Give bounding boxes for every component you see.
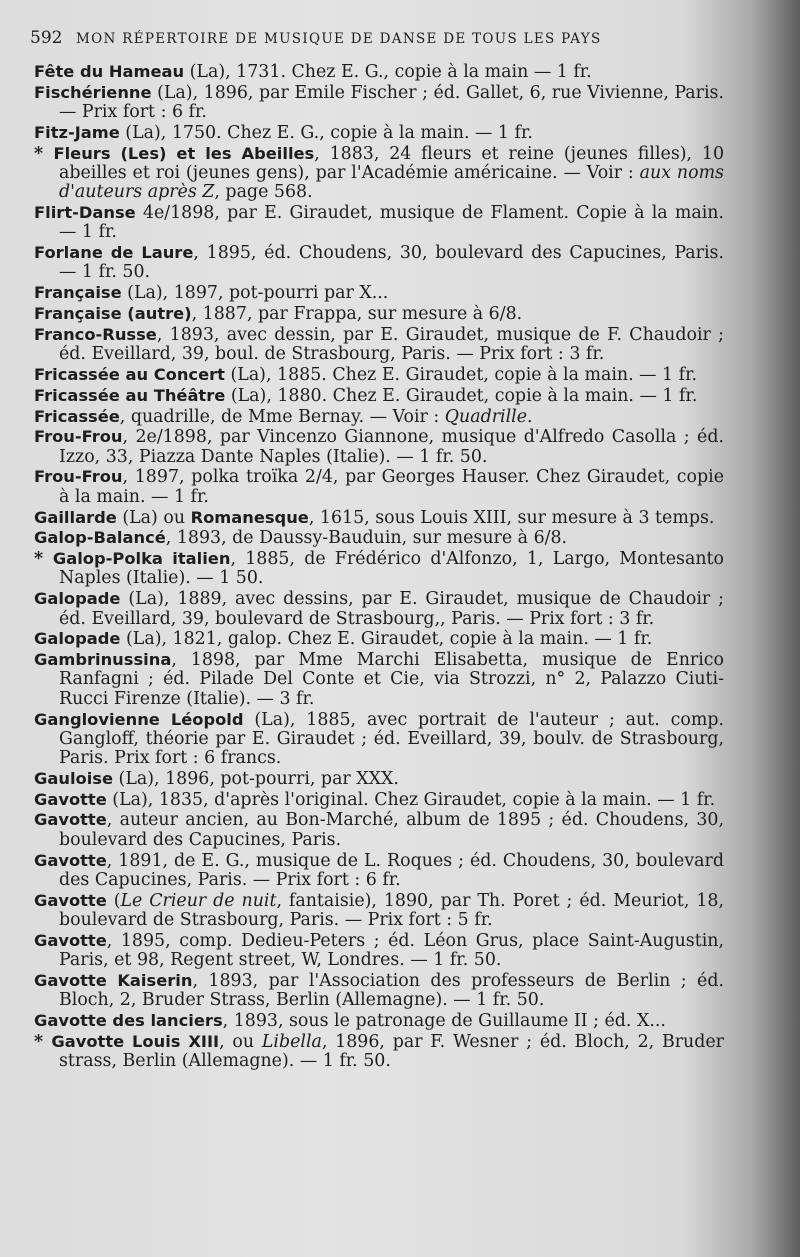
entry-tail: , page 568. xyxy=(214,182,313,203)
entry-text: , 1895, éd. Choudens, 30, boulevard des Capucines, Paris. — 1 fr. 50. xyxy=(59,243,725,283)
entry xyxy=(34,467,724,507)
entry-text: , 1896, pot-pourri, par XXX. xyxy=(154,768,399,789)
entry-article: (La) xyxy=(225,385,267,406)
entry-italic: aux noms d'auteurs après Z xyxy=(59,162,724,203)
entry xyxy=(34,629,724,649)
entry-headword: Fricassée au Théâtre xyxy=(34,385,226,405)
entry-article: (La) xyxy=(184,62,226,82)
entry-headword: Fricassée xyxy=(34,406,120,426)
entry xyxy=(34,427,724,467)
entry-tail: , fantaisie), 1890, par Th. Poret ; éd. Meuriot, 18, boulevard de Strasbourg, Paris. — Prix fort : 5 fr. xyxy=(59,890,724,930)
entry-text: , 1893, sous le patronage de Guillaume II ; éd. X... xyxy=(222,1010,666,1031)
entry-text: , 1896, par Emile Fischer ; éd. Gallet, 6, rue Vivienne, Paris. — Prix fort : 6 fr. xyxy=(59,82,725,123)
entry xyxy=(34,62,724,82)
entry-text: , 1885, avec portrait de l'auteur ; aut. comp. Gangloff, théorie par E. Giraudet ; éd. Eveillard, 39, boulv. de Strasbourg, Paris. Prix fort : 6 francs. xyxy=(59,709,724,769)
entry-headword: Gavotte des lanciers xyxy=(34,1010,223,1030)
entry xyxy=(34,810,724,850)
entry-italic: Quadrille xyxy=(444,406,528,427)
entry xyxy=(34,508,724,528)
entry-headword: Flirt-Danse xyxy=(34,203,136,223)
entry-text: , 1887, par Frappa, sur mesure à 6/8. xyxy=(191,304,523,325)
entry-headword: Gavotte xyxy=(34,850,107,870)
entry xyxy=(34,243,724,283)
entry-text: , 1895, comp. Dedieu-Peters ; éd. Léon Grus, place Saint-Augustin, Paris, et 98, Regent street, W, Londres. — 1 fr. 50. xyxy=(59,930,724,971)
entry-text: , 1885, de Frédérico d'Alfonzo, 1, Largo, Montesanto Naples (Italie). — 1 50. xyxy=(59,549,725,589)
entry xyxy=(34,931,724,971)
entry-article: (La) xyxy=(121,283,163,304)
entry-text: , 1835, d'après l'original. Chez Giraudet, copie à la main. — 1 fr. xyxy=(147,789,716,810)
entry-marker: * xyxy=(34,549,53,570)
entry-italic: Libella xyxy=(261,1031,322,1052)
page-number: 592 xyxy=(30,28,63,48)
entry-headword: Fitz-Jame xyxy=(34,122,120,142)
entry-headword: Galop-Balancé xyxy=(34,528,166,548)
entry-text: , 1898, par Mme Marchi Elisabetta, musique de Enrico Ranfagni ; éd. Pilade Del Conte et Cie, via Strozzi, n° 2, Palazzo Ciuti-Rucci Firenze (Italie). — 3 fr. xyxy=(59,650,724,709)
entry-italic: Le Crieur de nuit xyxy=(120,890,277,911)
running-head-title: MON RÉPERTOIRE DE MUSIQUE DE DANSE DE TOUS LES PAYS xyxy=(76,31,602,47)
entry-article: (La) xyxy=(106,789,148,810)
entry-headword: Gambrinussina xyxy=(34,650,172,670)
entry-marker: * xyxy=(34,143,54,164)
entry-headword: Galopade xyxy=(34,629,121,649)
entry-headword: Forlane de Laure xyxy=(34,243,194,263)
entry-text: , 1880. Chez E. Giraudet, copie à la main. — 1 fr. xyxy=(266,385,698,406)
entry-headword: Galop-Polka italien xyxy=(52,549,231,569)
entry-text: , 1897, pot-pourri par X... xyxy=(162,283,389,304)
entry xyxy=(34,407,724,427)
entry-headword: Gavotte xyxy=(34,810,107,830)
entry-text: , 1883, 24 fleurs et reine (jeunes filles), 10 abeilles et roi (jeunes gens), par l'Académie américaine. — Voir : xyxy=(59,143,725,183)
entry-tail: . xyxy=(527,406,533,427)
entry-article: (La) xyxy=(119,122,161,143)
entry-headword: Fête du Hameau xyxy=(34,62,185,81)
entry-headword: Fleurs (Les) et les Abeilles xyxy=(53,143,315,163)
entry-article: (La) xyxy=(151,82,193,103)
entry xyxy=(34,971,724,1011)
entry-text: , auteur ancien, au Bon-Marché, album de 1895 ; éd. Choudens, 30, boulevard des Capucines, Paris. xyxy=(59,810,724,850)
entry xyxy=(34,304,724,324)
entry-text: , 1731. Chez E. G., copie à la main — 1 fr. xyxy=(225,62,592,82)
entry-headword: Fricassée au Concert xyxy=(34,364,225,384)
entry xyxy=(34,325,724,365)
entry-text: , 1893, avec dessin, par E. Giraudet, musique de F. Chaudoir ; éd. Eveillard, 39, boul. de Strasbourg, Paris. — Prix fort : 3 fr. xyxy=(59,324,724,365)
entry-text: , 1893, de Daussy-Bauduin, sur mesure à 6/8. xyxy=(165,528,568,549)
entry-text-alt: , 1615, sous Louis XIII, sur mesure à 3 temps. xyxy=(308,507,715,528)
entry-text: , 1897, polka troïka 2/4, par Georges Hauser. Chez Giraudet, copie à la main. — 1 fr. xyxy=(59,467,724,507)
entry-headword: Gavotte xyxy=(34,789,107,809)
entry-text: 4e/1898, par E. Giraudet, musique de Flament. Copie à la main. — 1 fr. xyxy=(59,203,724,243)
entry-article: (La) xyxy=(243,709,290,730)
entry-headword: Gaillarde xyxy=(34,507,117,527)
entry xyxy=(34,123,724,143)
entry-headword: Gavotte Louis XIII xyxy=(51,1031,220,1051)
running-header xyxy=(30,28,730,48)
entry-text: , 1750. Chez E. G., copie à la main. — 1 fr. xyxy=(160,122,533,143)
entry-headword-alt: Romanesque xyxy=(190,507,309,527)
entry xyxy=(34,386,724,406)
entry-text: , 2e/1898, par Vincenzo Giannone, musique d'Alfredo Casolla ; éd. Izzo, 33, Piazza Dante Naples (Italie). — 1 fr. 50. xyxy=(59,427,724,467)
entry-headword: Gavotte Kaiserin xyxy=(34,970,193,990)
entry-article: (La) xyxy=(120,629,162,650)
entry xyxy=(34,891,724,931)
entry xyxy=(34,589,724,629)
entry xyxy=(34,365,724,385)
entry-article: (La) xyxy=(113,768,155,789)
entry-article: (La) xyxy=(120,589,164,610)
entry-text: , 1821, galop. Chez E. Giraudet, copie à la main. — 1 fr. xyxy=(161,629,653,650)
entry-text: , 1891, de E. G., musique de L. Roques ; éd. Choudens, 30, boulevard des Capucines, Paris. — Prix fort : 6 fr. xyxy=(59,850,724,890)
entry-text: , quadrille, de Mme Bernay. — Voir : xyxy=(119,406,445,427)
entry-article: (La) ou xyxy=(116,507,191,528)
entry xyxy=(34,83,724,123)
entry-headword: Gavotte xyxy=(34,890,107,910)
entry-text: , 1893, par l'Association des professeurs de Berlin ; éd. Bloch, 2, Bruder Strass, Berlin (Allemagne). — 1 fr. 50. xyxy=(59,970,724,1011)
entry-headword: Franco-Russe xyxy=(34,324,157,344)
entry-headword: Gavotte xyxy=(34,930,107,950)
entry-tail: , 1896, par F. Wesner ; éd. Bloch, 2, Bruder strass, Berlin (Allemagne). — 1 fr. 50. xyxy=(59,1031,724,1072)
entry-headword: Fischérienne xyxy=(34,82,152,102)
entry xyxy=(34,144,724,203)
entry xyxy=(34,1032,724,1072)
entry-headword: Française xyxy=(34,283,122,303)
entry-text: , 1885. Chez E. Giraudet, copie à la main. — 1 fr. xyxy=(265,364,698,385)
entry-article: , ou xyxy=(219,1031,262,1052)
entry xyxy=(34,528,724,548)
entry-headword: Galopade xyxy=(34,589,121,609)
entry-article: ( xyxy=(106,890,121,911)
entry-text: , 1889, avec dessins, par E. Giraudet, musique de Chaudoir ; éd. Eveillard, 39, boulevard de Strasbourg,, Paris. — Prix fort : 3 fr. xyxy=(59,589,724,629)
entry xyxy=(34,769,724,789)
entry xyxy=(34,851,724,891)
entry xyxy=(34,1011,724,1031)
entry-headword: Gauloise xyxy=(34,768,114,788)
entry xyxy=(34,283,724,303)
entry xyxy=(34,790,724,810)
entry xyxy=(34,549,724,589)
entry xyxy=(34,650,724,709)
entry-headword: Frou-Frou xyxy=(34,427,123,447)
entry xyxy=(34,710,724,769)
entry-headword: Française (autre) xyxy=(34,304,192,324)
dictionary-entries xyxy=(34,62,724,1072)
entry xyxy=(34,203,724,243)
entry-marker: * xyxy=(34,1031,52,1052)
entry-headword: Ganglovienne Léopold xyxy=(34,709,244,729)
entry-article: (La) xyxy=(224,364,266,385)
entry-headword: Frou-Frou xyxy=(34,467,123,487)
